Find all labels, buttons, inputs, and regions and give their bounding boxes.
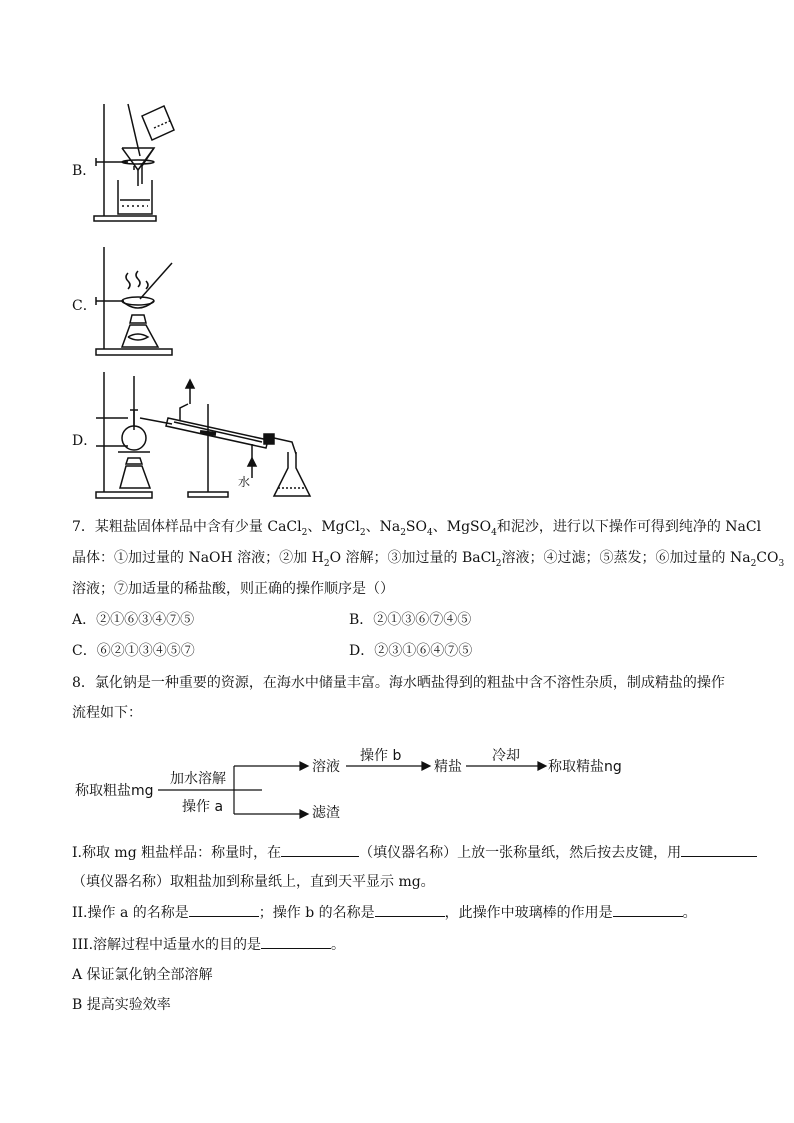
- option-b-label: B．: [72, 163, 97, 179]
- flow-end: 称取精盐ng: [548, 759, 622, 775]
- flow-step1-top: 加水溶解: [170, 771, 226, 787]
- water-purpose-blank[interactable]: [261, 934, 331, 949]
- q7-option-b[interactable]: B．②①③⑥⑦④⑤: [349, 612, 472, 628]
- q7-line1: 7．某粗盐固体样品中含有少量 CaCl$_2$、MgCl$_2$、$Na_2SO_4$、MgSO$_4$和泥沙，进行以下操作可得到纯净的 NaCl: [72, 519, 762, 538]
- water-label: 水: [238, 475, 251, 489]
- q7-option-c[interactable]: C．⑥②①③④⑤⑦: [72, 643, 195, 659]
- op-a-blank[interactable]: [189, 902, 259, 917]
- q8-choice-b[interactable]: B 提高实验效率: [72, 997, 171, 1013]
- q7-option-a[interactable]: A．②①⑥③④⑦⑤: [72, 612, 195, 628]
- q8-line1: 8．氯化钠是一种重要的资源，在海水中储量丰富。海水晒盐得到的粗盐中含不溶性杂质，制成精盐的操作: [72, 675, 725, 691]
- flow-start: 称取粗盐mg: [75, 783, 154, 799]
- flow-chart-arrows: [0, 740, 794, 830]
- flow-refined: 精盐: [434, 759, 462, 775]
- q8-part1-line2: （填仪器名称）取粗盐加到称量纸上，直到天平显示 mg。: [72, 874, 435, 890]
- option-d-label: D．: [72, 433, 98, 449]
- flow-solution: 溶液: [312, 759, 340, 775]
- q8-part3-line: III.溶解过程中适量水的目的是 。: [72, 934, 345, 955]
- instrument-blank-2[interactable]: [681, 842, 757, 857]
- q7-option-d[interactable]: D．②③①⑥④⑦⑤: [349, 643, 473, 659]
- flow-step1-bottom: 操作 a: [182, 799, 224, 815]
- q8-part1-line1: I.称取 mg 粗盐样品：称量时，在 （填仪器名称）上放一张称量纸，然后按去皮键，用: [72, 842, 757, 863]
- q7-line3: 溶液；⑦加适量的稀盐酸，则正确的操作顺序是（）: [72, 581, 394, 597]
- op-b-blank[interactable]: [375, 902, 445, 917]
- flow-op-b: 操作 b: [360, 748, 402, 764]
- q7-line2: 晶体：①加过量的 NaOH 溶液；②加 $H_2O$ 溶解；③加过量的 BaCl$_2$溶液；④过滤；⑤蒸发；⑥加过量的 $Na_2CO_3$: [72, 550, 785, 569]
- q8-line2: 流程如下：: [72, 705, 142, 721]
- flow-residue: 滤渣: [312, 805, 340, 821]
- evaporation-apparatus-figure: [92, 243, 182, 358]
- q8-choice-a[interactable]: A 保证氯化钠全部溶解: [72, 967, 213, 983]
- instrument-blank-1[interactable]: [281, 842, 359, 857]
- filtration-apparatus-figure: [92, 100, 192, 225]
- flow-cool: 冷却: [492, 748, 520, 764]
- distillation-apparatus-figure: [92, 368, 314, 502]
- glass-rod-blank[interactable]: [613, 902, 683, 917]
- option-c-label: C．: [72, 298, 97, 314]
- q8-part2-line: II.操作 a 的名称是 ；操作 b 的名称是 ，此操作中玻璃棒的作用是 。: [72, 902, 697, 923]
